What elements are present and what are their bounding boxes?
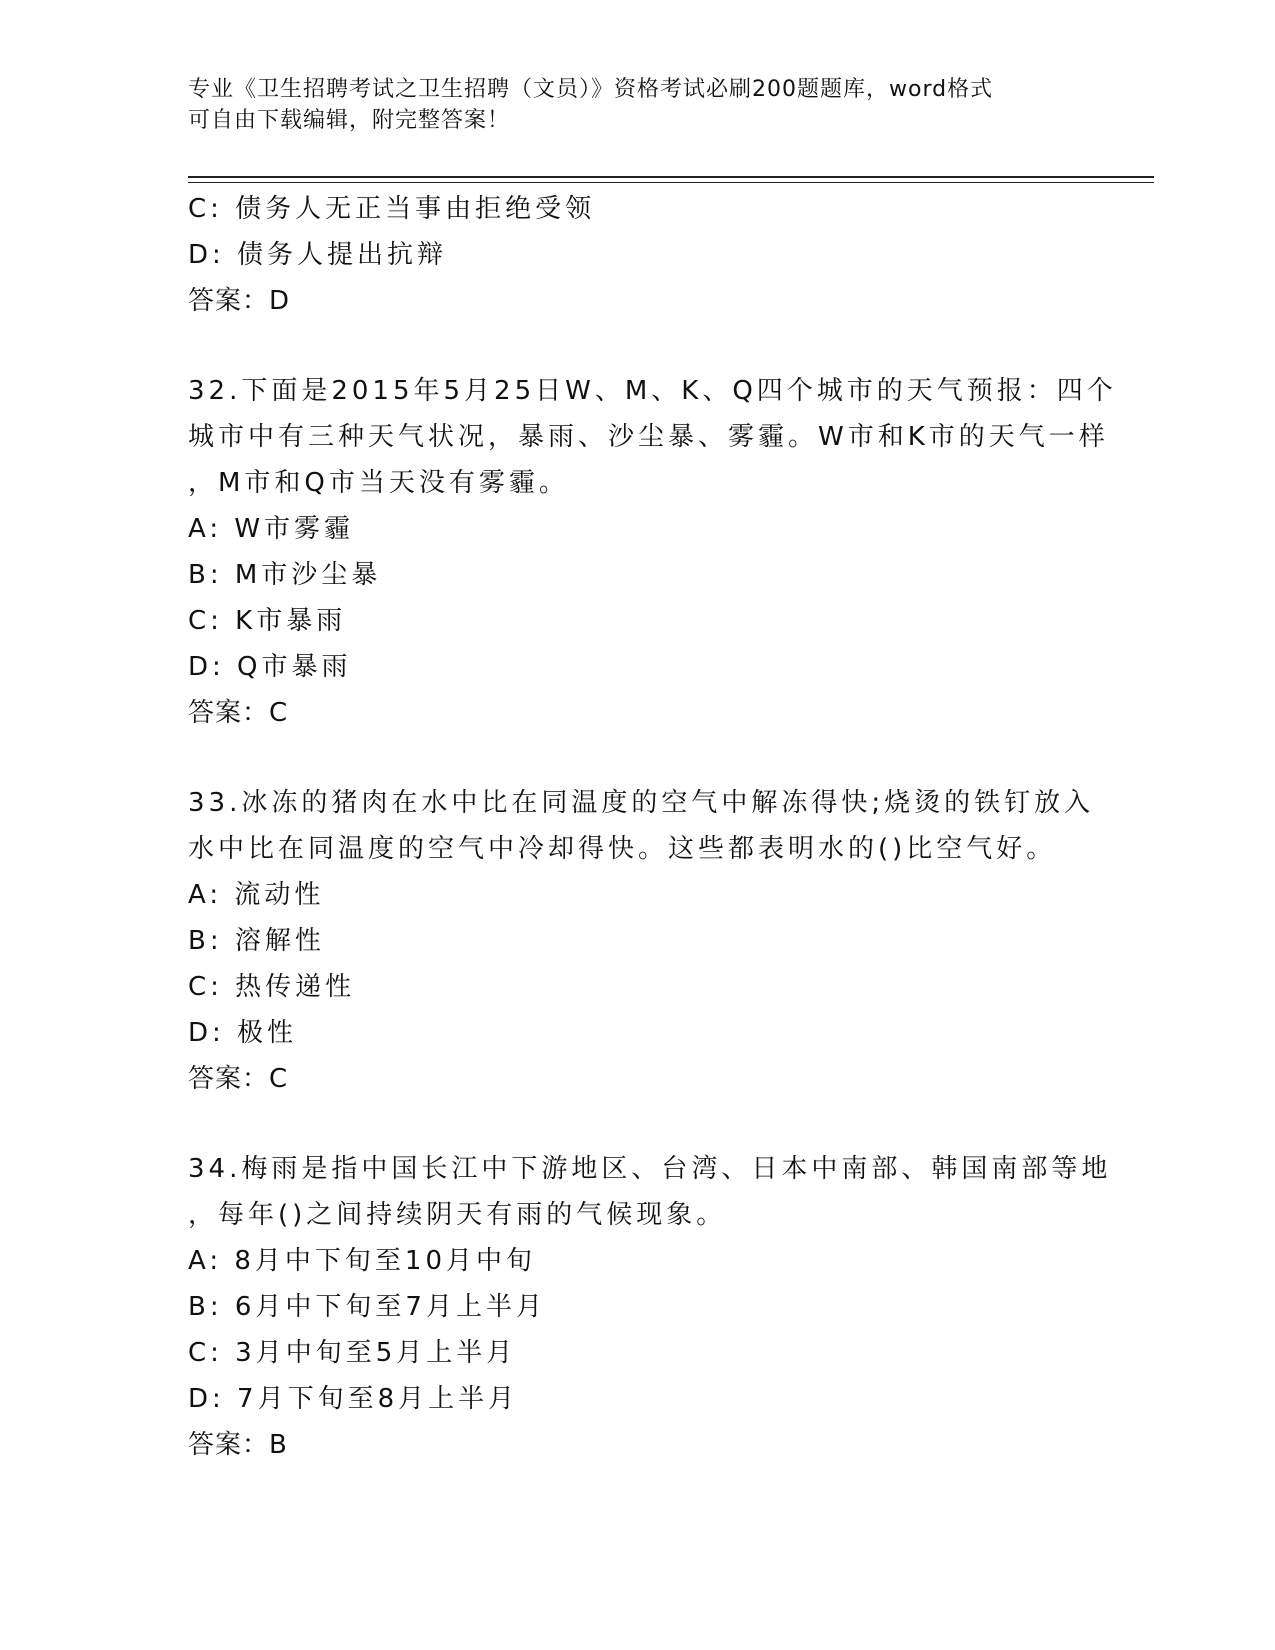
question-text-line: 水中比在同温度的空气中冷却得快。这些都表明水的()比空气好。 [188,834,1057,864]
document-header [188,74,1088,136]
answer-line: 答案：B [188,1430,288,1460]
option-a: A: W市雾霾 [188,514,355,544]
option-c: C: 3月中旬至5月上半月 [188,1338,517,1368]
option-c: C: K市暴雨 [188,606,347,636]
option-d: D: Q市暴雨 [188,652,352,682]
header-divider-thin [188,182,1154,183]
previous-question-tail [188,186,1088,324]
header-divider-thick [188,176,1154,178]
question-33 [188,780,1095,1102]
option-d: D: 极性 [188,1018,298,1048]
option-b: B: M市沙尘暴 [188,560,382,590]
option-d: D: 债务人提出抗辩 [188,240,448,270]
question-spacer [188,1102,1088,1146]
option-a: A: 流动性 [188,880,325,910]
question-list [188,186,1117,1468]
question-text-line: 34.梅雨是指中国长江中下游地区、台湾、日本中南部、韩国南部等地 [188,1154,1112,1184]
question-text-line: 33.冰冻的猪肉在水中比在同温度的空气中解冻得快;烧烫的铁钉放入 [188,788,1095,818]
option-c: C: 热传递性 [188,972,356,1002]
question-spacer [188,324,1088,368]
option-c: C: 债务人无正当事由拒绝受领 [188,194,596,224]
header-title-line-1: 专业《卫生招聘考试之卫生招聘（文员）》资格考试必刷200题题库，word格式 [188,77,994,102]
question-text-line: ，每年()之间持续阴天有雨的气候现象。 [188,1200,727,1230]
answer-line: 答案：C [188,1064,289,1094]
question-32 [188,368,1117,736]
question-text-line: 32.下面是2015年5月25日W、M、K、Q四个城市的天气预报：四个 [188,376,1117,406]
option-a: A: 8月中下旬至10月中旬 [188,1246,536,1276]
question-text-line: ，M市和Q市当天没有雾霾。 [188,468,569,498]
question-spacer [188,736,1088,780]
option-d: D: 7月下旬至8月上半月 [188,1384,519,1414]
question-text-line: 城市中有三种天气状况，暴雨、沙尘暴、雾霾。W市和K市的天气一样 [188,422,1109,452]
header-title-line-2: 可自由下载编辑，附完整答案！ [188,108,511,133]
answer-line: 答案：C [188,698,289,728]
question-34 [188,1146,1112,1468]
option-b: B: 6月中下旬至7月上半月 [188,1292,546,1322]
option-b: B: 溶解性 [188,926,325,956]
answer-line: 答案：D [188,286,291,316]
